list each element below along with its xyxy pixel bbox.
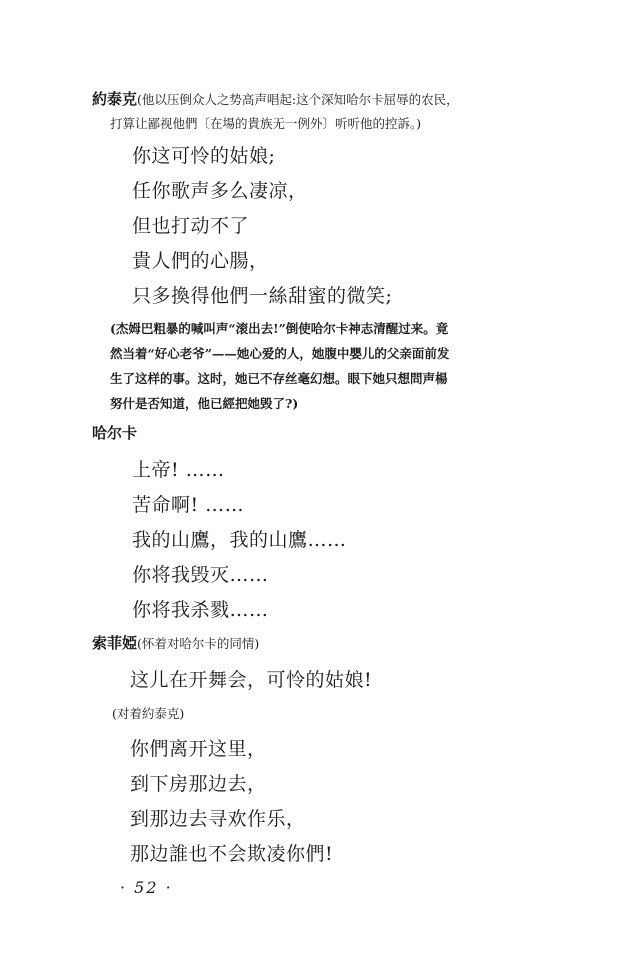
narrative-note	[110, 316, 580, 416]
speaker-name: 約泰克	[92, 90, 138, 108]
verse-line: 你这可怜的姑娘;	[132, 145, 276, 167]
page-number: · 52 ·	[120, 878, 173, 897]
note-line: 努什是否知道，他已經把她毁了?)	[110, 396, 299, 411]
stage-direction: (怀着对哈尔卡的同情)	[137, 636, 260, 651]
verse-line: 你将我毁灭……	[132, 564, 269, 586]
verse-line: 貴人們的心腸，	[132, 250, 269, 272]
speaker-header	[92, 420, 562, 447]
note-line: 然当着“好心老爷”——她心爱的人，她腹中嬰儿的父亲面前发	[110, 346, 450, 361]
speaker-name: 索菲婭	[92, 634, 138, 652]
verse-line: 我的山鷹，我的山鷹……	[132, 529, 347, 551]
speaker-header	[92, 630, 562, 657]
verse-line: 到那边去寻欢作乐，	[130, 808, 306, 830]
note-line: 生了这样的事。这时，她已不存丝毫幻想。眼下她只想問声楊	[110, 371, 448, 386]
aside-direction: (对着約泰克)	[112, 706, 185, 721]
verse-line: 到下房那边去，	[130, 773, 267, 795]
speaker-name: 哈尔卡	[92, 424, 138, 442]
verse-line: 这儿在开舞会，可怜的姑娘!	[130, 669, 373, 691]
verse-line: 只多換得他們一絲甜蜜的微笑;	[132, 285, 393, 307]
verse-line: 那边誰也不会欺凌你們!	[130, 843, 334, 865]
stage-direction: (他以压倒众人之势高声唱起:这个深知哈尔卡屈辱的农民，	[137, 92, 459, 107]
verse-line: 任你歌声多么凄凉，	[132, 180, 308, 202]
verse-line: 你們离开这里，	[130, 738, 267, 760]
note-line: (杰姆巴粗暴的喊叫声“滚出去!”倒使哈尔卡神志清醒过来。竟	[110, 321, 449, 336]
verse-line: 苦命啊! ……	[132, 494, 245, 516]
verse-line: 上帝! ……	[132, 459, 225, 481]
verse-line: 你将我杀戮……	[132, 599, 269, 621]
verse-line: 但也打动不了	[132, 215, 250, 237]
stage-direction-continued: 打算让鄙视他們〔在場的貴族无一例外〕听听他的控訴。)	[110, 116, 422, 131]
stage-direction-header	[92, 86, 562, 113]
